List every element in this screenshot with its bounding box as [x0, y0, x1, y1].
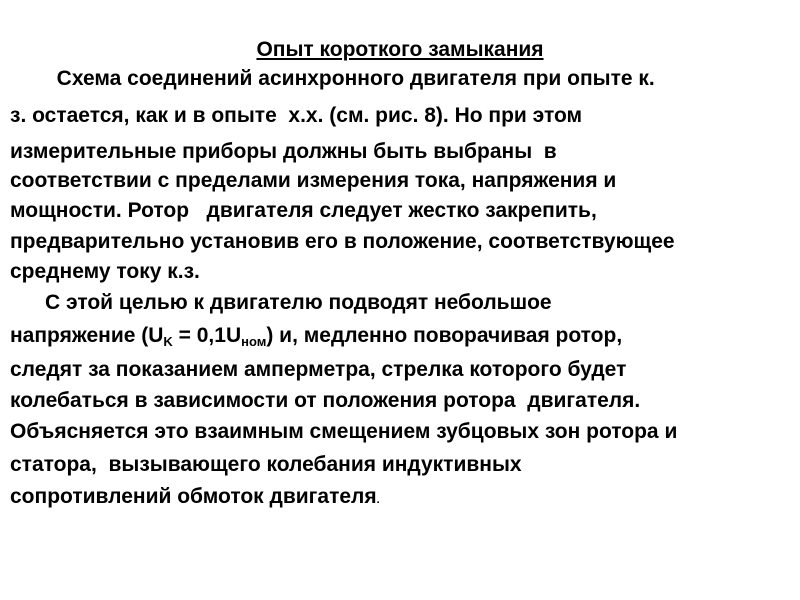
body-line-10: следят за показанием амперметра, стрелка которого будет — [10, 358, 627, 381]
body-line-14 — [10, 484, 380, 513]
body-line-12: Объясняется это взаимным смещением зубцовых зон ротора и — [10, 420, 678, 443]
last-line-period: . — [376, 494, 380, 506]
formula-subscript-k: K — [163, 334, 173, 349]
formula-line — [10, 323, 622, 349]
body-line-7: среднему току к.з. — [10, 260, 200, 283]
body-line-1: Схема соединений асинхронного двигателя при опыте к. — [10, 67, 655, 90]
body-line-5: мощности. Ротор двигателя следует жестко закрепить, — [10, 199, 597, 222]
formula-subscript-nom: ном — [241, 334, 267, 349]
body-line-3: измерительные приборы должны быть выбраны в — [10, 140, 557, 163]
formula-text-after: ) и, медленно поворачивая ротор, — [266, 324, 623, 347]
body-line-6: предварительно установив его в положение, соответствующее — [10, 230, 675, 253]
slide-title: Опыт короткого замыкания — [256, 38, 544, 61]
body-line-4: соответствии с пределами измерения тока, напряжения и — [10, 169, 617, 192]
body-line-11: колебаться в зависимости от положения ротора двигателя. — [10, 389, 641, 412]
last-line-text: сопротивлений обмоток двигателя — [10, 485, 377, 508]
body-line-8: С этой целью к двигателю подводят небольшое — [10, 291, 552, 314]
formula-text-middle: = 0,1U — [172, 324, 242, 347]
body-line-13: статора, вызывающего колебания индуктивных — [10, 453, 522, 476]
formula-text-before: напряжение (U — [10, 324, 164, 347]
body-line-2: з. остается, как и в опыте х.х. (см. рис. 8). Но при этом — [10, 104, 583, 127]
